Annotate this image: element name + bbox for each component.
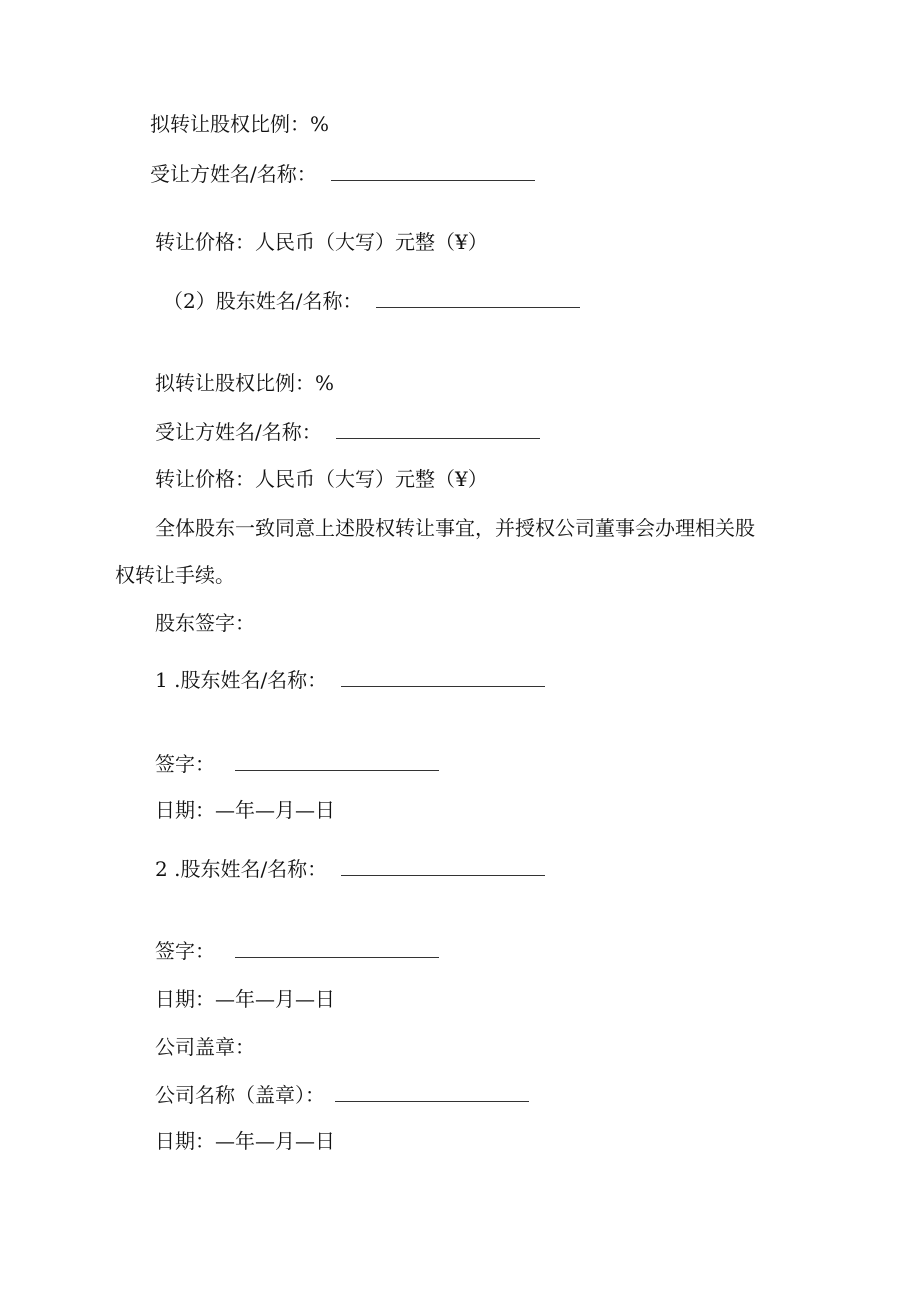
- sig1-name-line: [155, 666, 545, 694]
- company-name-blank[interactable]: [335, 1083, 529, 1102]
- sig1-date-line: [155, 796, 335, 824]
- transferee-label-1: 受让方姓名/名称：: [150, 162, 317, 186]
- consent-text-1: 全体股东一致同意上述股权转让事宜，并授权公司董事会办理相关股: [155, 516, 755, 540]
- consent-line-1: [155, 514, 755, 542]
- ratio-label-1: 拟转让股权比例：%: [150, 112, 330, 136]
- company-seal-line: [155, 1033, 255, 1061]
- shareholder-blank-2[interactable]: [376, 289, 580, 308]
- company-name-label: 公司名称（盖章）：: [155, 1083, 325, 1107]
- signatures-heading: [155, 609, 255, 637]
- transferee-line-2: [155, 418, 540, 446]
- company-seal-label: 公司盖章：: [155, 1035, 255, 1059]
- sig2-name-blank[interactable]: [341, 857, 545, 876]
- transferee-line-1: [150, 160, 535, 188]
- company-date-label: 日期：—年—月—日: [155, 1129, 335, 1153]
- consent-text-2: 权转让手续。: [115, 563, 235, 587]
- sig2-sign-label: 签字：: [155, 939, 215, 963]
- transferee-label-2: 受让方姓名/名称：: [155, 420, 322, 444]
- price-label-1: 转让价格：人民币（大写）元整（¥）: [155, 230, 488, 254]
- ratio-line-2: [155, 369, 334, 397]
- ratio-line-1: [150, 110, 329, 138]
- sig1-name-blank[interactable]: [341, 668, 545, 687]
- transferee-blank-2[interactable]: [336, 420, 540, 439]
- price-line-1: [155, 228, 488, 256]
- company-date-line: [155, 1127, 335, 1155]
- ratio-label-2: 拟转让股权比例：%: [155, 371, 335, 395]
- shareholder-line-2: [163, 287, 580, 315]
- transferee-blank-1[interactable]: [331, 162, 535, 181]
- sig2-name-label: 2 .股东姓名/名称：: [155, 857, 328, 881]
- sig2-date-line: [155, 985, 335, 1013]
- price-line-2: [155, 465, 488, 493]
- sig1-sign-label: 签字：: [155, 752, 215, 776]
- sig1-date-label: 日期：—年—月—日: [155, 798, 335, 822]
- company-name-line: [155, 1081, 529, 1109]
- sig2-sign-blank[interactable]: [235, 939, 439, 958]
- sig2-sign-line: [155, 937, 439, 965]
- sig1-sign-line: [155, 750, 439, 778]
- sig1-name-label: 1 .股东姓名/名称：: [155, 668, 328, 692]
- sig1-sign-blank[interactable]: [235, 752, 439, 771]
- price-label-2: 转让价格：人民币（大写）元整（¥）: [155, 467, 488, 491]
- consent-line-2: [115, 561, 235, 589]
- shareholder-label-2: （2）股东姓名/名称：: [163, 289, 363, 313]
- signatures-heading-text: 股东签字：: [155, 611, 255, 635]
- sig2-name-line: [155, 855, 545, 883]
- sig2-date-label: 日期：—年—月—日: [155, 987, 335, 1011]
